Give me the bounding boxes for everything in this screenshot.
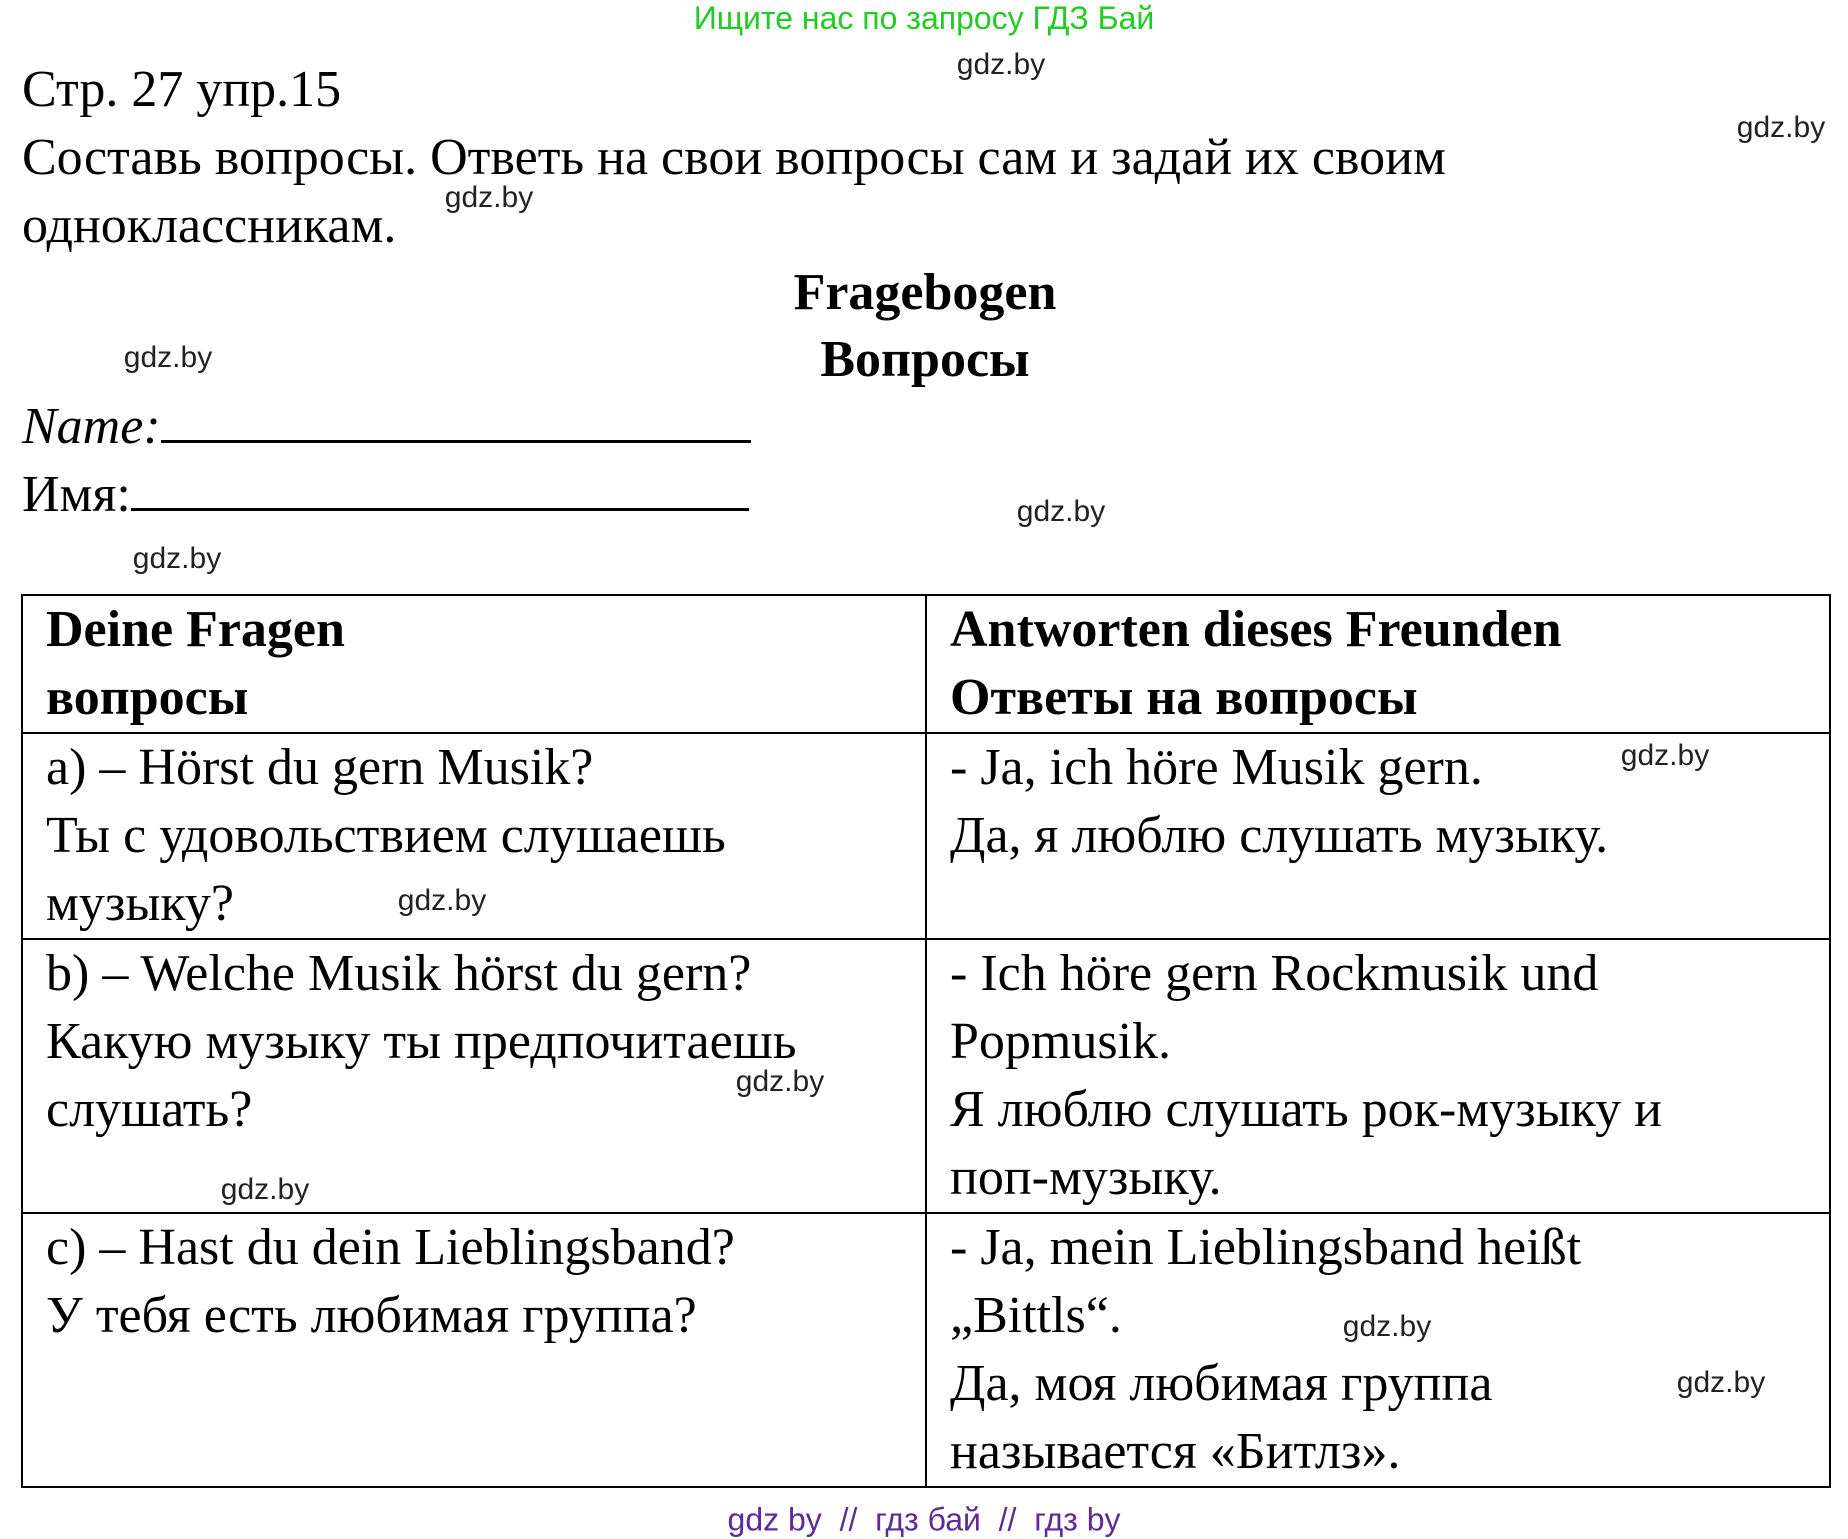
watermark: gdz.by bbox=[132, 542, 222, 575]
cell-line: - Ich höre gern Rockmusik und bbox=[950, 945, 1599, 1002]
cell-line: Я люблю слушать рок-музыку и bbox=[950, 1081, 1663, 1138]
footer-links: gdz by // гдз бай // гдз by bbox=[727, 1501, 1121, 1538]
cell-line: „Bittls“. bbox=[950, 1287, 1122, 1344]
title-russian: Вопросы bbox=[820, 331, 1030, 388]
watermark: gdz.by bbox=[735, 1065, 825, 1098]
cell-line: - Ja, ich höre Musik gern. bbox=[950, 739, 1483, 796]
watermark: gdz.by bbox=[444, 181, 534, 214]
cell-line: - Ja, mein Lieblingsband heißt bbox=[950, 1219, 1582, 1276]
instruction-line-1: Составь вопросы. Ответь на свои вопросы сам и задай их своим bbox=[22, 129, 1446, 186]
cell-line: Да, моя любимая группа bbox=[950, 1355, 1493, 1412]
name-ru-field bbox=[22, 461, 749, 529]
watermark: gdz.by bbox=[220, 1173, 310, 1206]
header-questions bbox=[22, 595, 926, 733]
header-text: Antworten dieses Freunden bbox=[950, 601, 1562, 658]
watermark: gdz.by bbox=[1676, 1366, 1766, 1399]
table-row bbox=[22, 733, 1830, 939]
cell-line: c) – Hast du dein Lieblingsband? bbox=[46, 1219, 735, 1276]
cell-line: музыку? bbox=[46, 875, 234, 932]
name-field bbox=[22, 393, 751, 461]
watermark: gdz.by bbox=[1620, 739, 1710, 772]
header-text: Ответы на вопросы bbox=[950, 669, 1418, 726]
watermark: gdz.by bbox=[1342, 1310, 1432, 1343]
table-header-row bbox=[22, 595, 1830, 733]
exercise-heading: Стр. 27 упр.15 bbox=[22, 61, 342, 118]
cell-line: Popmusik. bbox=[950, 1013, 1172, 1070]
table-row bbox=[22, 1213, 1830, 1487]
watermark: gdz.by bbox=[397, 884, 487, 917]
cell-line: слушать? bbox=[46, 1081, 253, 1138]
instruction-line-2: одноклассникам. bbox=[22, 197, 397, 254]
cell-line: Ты с удовольствием слушаешь bbox=[46, 807, 726, 864]
watermark: gdz.by bbox=[956, 48, 1046, 81]
header-answers bbox=[926, 595, 1830, 733]
header-text: вопросы bbox=[46, 669, 249, 726]
watermark: gdz.by bbox=[1016, 495, 1106, 528]
cell-line: Какую музыку ты предпочитаешь bbox=[46, 1013, 797, 1070]
table-row bbox=[22, 939, 1830, 1213]
header-text: Deine Fragen bbox=[46, 601, 345, 658]
cell-line: называется «Битлз». bbox=[950, 1423, 1401, 1480]
watermark: gdz.by bbox=[1736, 111, 1826, 144]
cell-line: a) – Hörst du gern Musik? bbox=[46, 739, 594, 796]
question-cell bbox=[22, 1213, 926, 1487]
name-ru-blank-line bbox=[131, 506, 749, 511]
watermark: gdz.by bbox=[123, 341, 213, 374]
title-german: Fragebogen bbox=[793, 264, 1057, 321]
answer-cell bbox=[926, 939, 1830, 1213]
cell-line: Да, я люблю слушать музыку. bbox=[950, 807, 1609, 864]
cell-line: У тебя есть любимая группа? bbox=[46, 1287, 697, 1344]
name-ru-label: Имя: bbox=[22, 466, 131, 523]
questionnaire-table bbox=[21, 594, 1831, 1488]
cell-line: b) – Welche Musik hörst du gern? bbox=[46, 945, 752, 1002]
search-banner: Ищите нас по запросу ГДЗ Бай bbox=[693, 0, 1155, 36]
name-label: Name: bbox=[22, 398, 161, 455]
name-blank-line bbox=[161, 438, 751, 443]
cell-line: поп-музыку. bbox=[950, 1149, 1222, 1206]
answer-cell bbox=[926, 1213, 1830, 1487]
